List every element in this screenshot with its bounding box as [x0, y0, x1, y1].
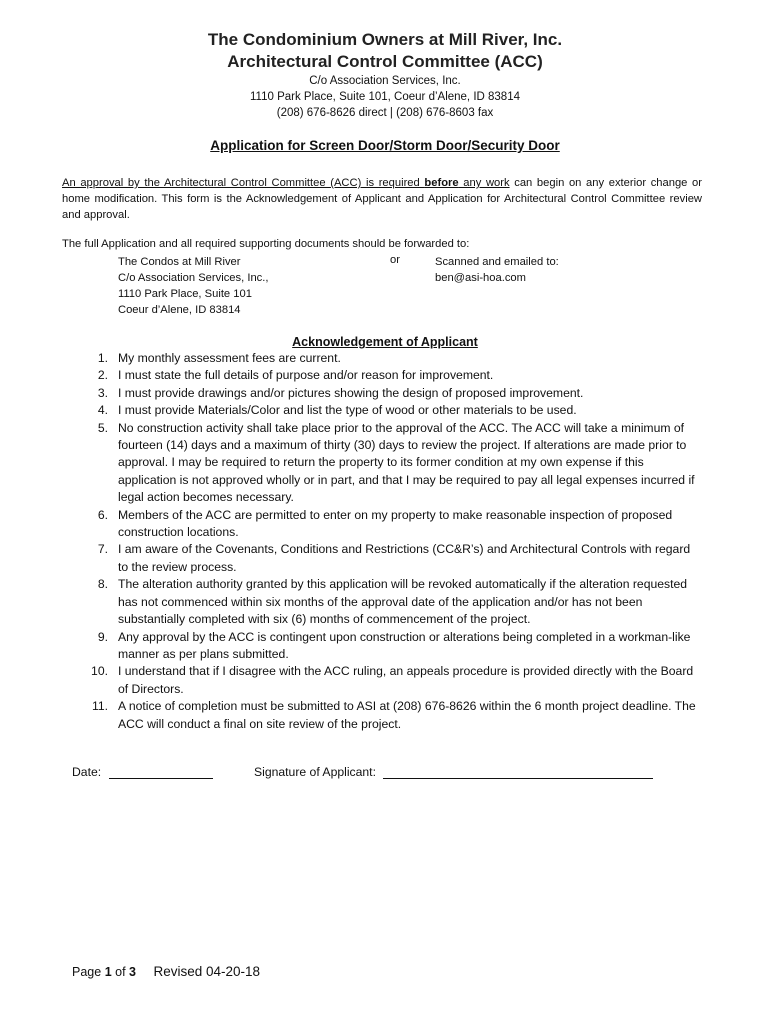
- item-number: 3.: [97, 385, 108, 400]
- item-number: 1.: [97, 351, 108, 365]
- list-item: [62, 385, 702, 402]
- mail-line: Coeur d’Alene, ID 83814: [118, 304, 241, 316]
- mail-address-block: [118, 254, 268, 318]
- item-number: 6.: [97, 507, 108, 522]
- item-text: I must provide drawings and/or pictures showing the design of proposed improvement.: [118, 385, 584, 400]
- item-text: The alteration authority granted by this application will be revoked automatically if the alteration requested has not commenced within six months of the approval date of the application and/or has not been substantially completed with six (6) months of commencement of the project.: [118, 577, 688, 627]
- list-item: [62, 541, 702, 576]
- forward-text: The full Application and all required supporting documents should be forwarded to:: [62, 238, 470, 250]
- item-text: I am aware of the Covenants, Conditions and Restrictions (CC&R’s) and Architectural Controls with regard to the review process.: [118, 542, 691, 574]
- acknowledgement-list: [62, 350, 702, 733]
- mail-line: The Condos at Mill River: [118, 256, 241, 268]
- item-number: 2.: [97, 368, 108, 383]
- address-line-2: 1110 Park Place, Suite 101, Coeur d’Alene, ID 83814: [250, 91, 520, 103]
- item-number: 8.: [97, 577, 108, 592]
- mail-line: 1110 Park Place, Suite 101: [118, 288, 252, 300]
- item-text: I must provide Materials/Color and list the type of wood or other materials to be used.: [118, 403, 577, 418]
- page-total: 3: [129, 965, 136, 979]
- item-text: Members of the ACC are permitted to enter on my property to make reasonable inspection of proposed construction locations.: [118, 507, 673, 540]
- item-text: Any approval by the ACC is contingent upon construction or alterations being completed in a workman-like manner as per plans submitted.: [118, 629, 691, 661]
- or-text: or: [390, 254, 400, 266]
- item-number: 7.: [97, 542, 108, 557]
- intro-paragraph: [62, 175, 702, 223]
- item-number: 11.: [91, 699, 108, 714]
- signature-row: [254, 764, 653, 779]
- item-number: 4.: [97, 403, 108, 418]
- org-title: The Condominium Owners at Mill River, Inc.: [207, 30, 563, 49]
- item-text: My monthly assessment fees are current.: [118, 351, 341, 365]
- list-item: [62, 507, 702, 542]
- email-block: [435, 254, 559, 286]
- page-footer: [72, 964, 260, 979]
- list-item: [62, 576, 702, 628]
- email-address: ben@asi-hoa.com: [435, 272, 526, 284]
- signature-field[interactable]: [383, 764, 653, 779]
- intro-underlined-a: An approval by the Architectural Control Committee (ACC) is required: [62, 177, 425, 189]
- list-item: [62, 420, 702, 507]
- list-item: [62, 350, 702, 367]
- date-row: [72, 764, 213, 779]
- list-item: [62, 367, 702, 384]
- acknowledgement-title: Acknowledgement of Applicant: [292, 335, 478, 349]
- list-item: [62, 402, 702, 419]
- page-number: 1: [104, 965, 112, 979]
- item-number: 5.: [97, 420, 108, 435]
- item-text: No construction activity shall take place prior to the approval of the ACC. The ACC will take a minimum of fourteen (14) days and a maximum of thirty (30) days to review the project. If alterations are made prior to approval. I may be required to return the property to its former condition at my own expense if this application is not approved wholly or in part, and that I may be required to pay all legal expenses incurred if legal action becomes necessary.: [118, 420, 695, 505]
- email-label: Scanned and emailed to:: [435, 256, 559, 268]
- committee-title: Architectural Control Committee (ACC): [227, 52, 543, 71]
- item-number: 10.: [91, 664, 108, 679]
- of-word: of: [115, 965, 126, 979]
- application-title: Application for Screen Door/Storm Door/Security Door: [210, 138, 560, 153]
- address-line-3: (208) 676-8626 direct | (208) 676-8603 fax: [276, 107, 494, 119]
- list-item: [62, 629, 702, 664]
- intro-rest: can begin on any exterior change or home modification. This form is the Acknowledgement of Applicant and Application for Architectural Control Committee review and approval.: [62, 177, 702, 221]
- page-word: Page: [72, 965, 102, 979]
- mail-line: C/o Association Services, Inc.,: [118, 272, 269, 284]
- item-text: I understand that if I disagree with the ACC ruling, an appeals procedure is provided directly with the Board of Directors.: [118, 664, 694, 696]
- intro-bold-before: before: [424, 177, 459, 189]
- signature-label: Signature of Applicant:: [254, 765, 376, 779]
- intro-underlined-b: any work: [458, 177, 510, 189]
- list-item: [62, 663, 702, 698]
- date-label: Date:: [72, 765, 102, 779]
- list-item: [62, 698, 702, 733]
- revision-date: Revised 04-20-18: [153, 964, 261, 979]
- item-text: I must state the full details of purpose and/or reason for improvement.: [118, 368, 494, 383]
- item-text: A notice of completion must be submitted to ASI at (208) 676-8626 within the 6 month project deadline. The ACC will conduct a final on site review of the project.: [118, 699, 696, 731]
- date-field[interactable]: [109, 764, 213, 779]
- item-number: 9.: [97, 629, 108, 644]
- address-line-1: C/o Association Services, Inc.: [309, 75, 461, 87]
